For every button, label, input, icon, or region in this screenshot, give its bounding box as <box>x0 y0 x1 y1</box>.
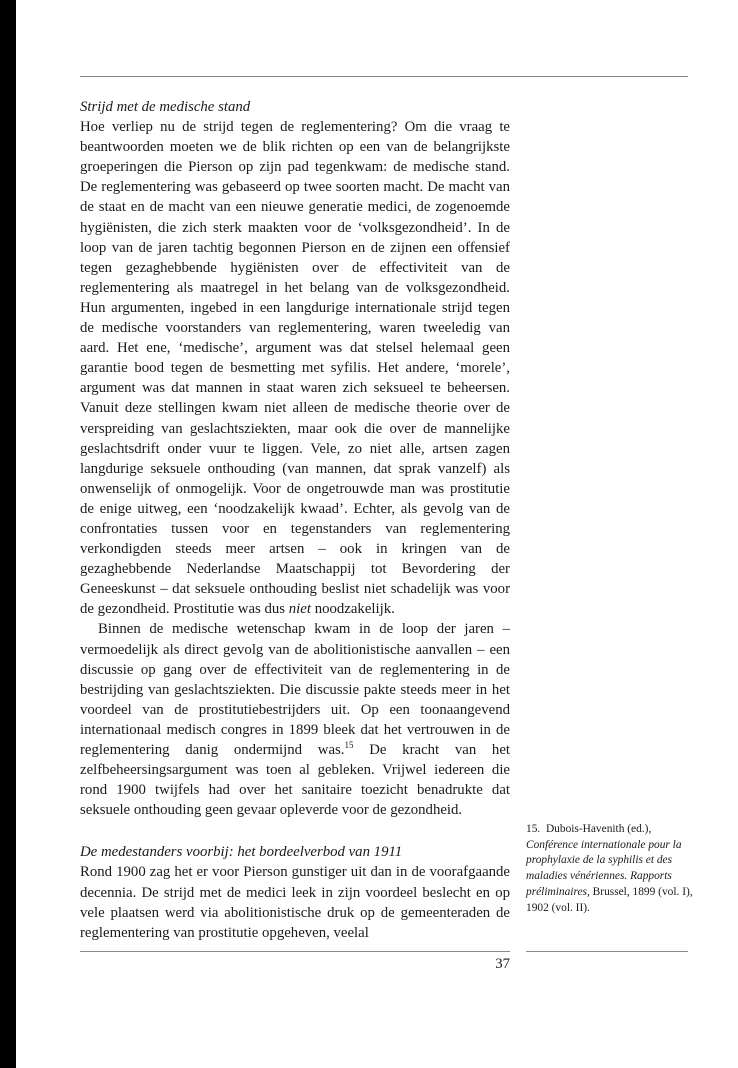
footer-rule <box>80 951 510 952</box>
emphasis-text: niet <box>288 601 311 618</box>
section-heading: De medestanders voorbij: het bordeelverbod van 1911 <box>80 844 403 861</box>
footnote-reference: 15 <box>344 740 354 751</box>
footnote-details: Brussel, 1899 (vol. I), 1902 (vol. II). <box>526 885 693 914</box>
main-text-column <box>80 97 510 943</box>
paragraph <box>80 619 510 820</box>
footer-rule <box>526 951 688 952</box>
footnote-title: Conférence internationale pour la prophylaxie de la syphilis et des maladies vénériennes. Rapports préliminaires, <box>526 838 682 898</box>
paragraph-text: noodzakelijk. <box>314 601 395 618</box>
paragraph-text: Binnen de medische wetenschap kwam in de loop der jaren – vermoedelijk als direct gevolg van de abolitionistische aanvallen – een discussie op gang over de effectiviteit van de reglementering in de bestrijding van geslachtsziekten. Die discussie pakte steeds meer in het voordeel van de prostitutiebestrijders uit. Op een toonaangevend internationaal medisch congres in 1899 bleek dat het vertrouwen in de reglementering danig ondermijnd was. <box>80 621 510 758</box>
paragraph: Rond 1900 zag het er voor Pierson gunstiger uit dan in de voorafgaande decennia. De strijd met de medici leek in zijn voordeel beslecht en op vele plaatsen werd via abolitionistische druk op de gemeenteraden de reglementering van prostitutie opgeheven, veelal <box>80 864 510 941</box>
section-heading: Strijd met de medische stand <box>80 99 251 115</box>
page-number: 37 <box>495 956 510 972</box>
scan-border <box>0 0 16 1068</box>
footnote <box>526 822 696 916</box>
header-rule <box>80 76 688 77</box>
paragraph-text: De kracht van het zelfbeheersingsargument was toen al gebleken. Vrijwel iedereen die rond 1900 twijfels had over het sanitaire toezicht benadrukte dat seksuele onthouding geen gevaar opleverde voor de gezondheid. <box>80 742 511 819</box>
footnote-author: Dubois-Havenith (ed.), <box>545 823 652 835</box>
footnote-number: 15. <box>526 823 541 835</box>
paragraph-text: Hoe verliep nu de strijd tegen de reglementering? Om die vraag te beantwoorden moeten we de blik richten op een van de belangrijkste groeperingen die Pierson op zijn pad tegenkwam: de medische stand. De reglementering was gebaseerd op twee soorten macht. De macht van de staat en de macht van een nieuwe generatie medici, de zogenoemde hygiënisten, die zich sterk maakten voor de ‘volksgezondheid’. In de loop van de jaren tachtig begonnen Pierson en de zijnen een offensief tegen gezaghebbende hygiënisten over de effectiviteit van de reglementering als maatregel in het belang van de volksgezondheid. Hun argumenten, ingebed in een langdurige internationale strijd tegen de medische voorstanders van reglementering, waren tweeledig van aard. Het ene, ‘medische’, argument was dat stelsel helemaal geen garantie bood tegen de besmetting met syfilis. Het andere, ‘morele’, argument was dat mannen in staat waren zich seksueel te beheersen. Vanuit deze stellingen kwam niet alleen de medische theorie over de verspreiding van geslachtsziekten, maar ook die over de mannelijke geslachtsdrift onder vuur te liggen. Vele, zo niet alle, artsen zagen langdurige seksuele onthouding (van mannen, dat sprak vanzelf) als onwenselijk of onmogelijk. Voor de ongetrouwde man was prostitutie de enige uitweg, een ‘noodzakelijk kwaad’. Echter, als gevolg van de confrontaties tussen voor en tegenstanders van reglementering verkondigden steeds meer artsen – ook in kringen van de gezaghebbende Nederlandse Maatschappij tot Bevordering der Geneeskunst – dat seksuele onthouding beslist niet schadelijk was voor de gezondheid. Prostitutie was dus <box>80 119 510 618</box>
paragraph <box>80 117 510 619</box>
